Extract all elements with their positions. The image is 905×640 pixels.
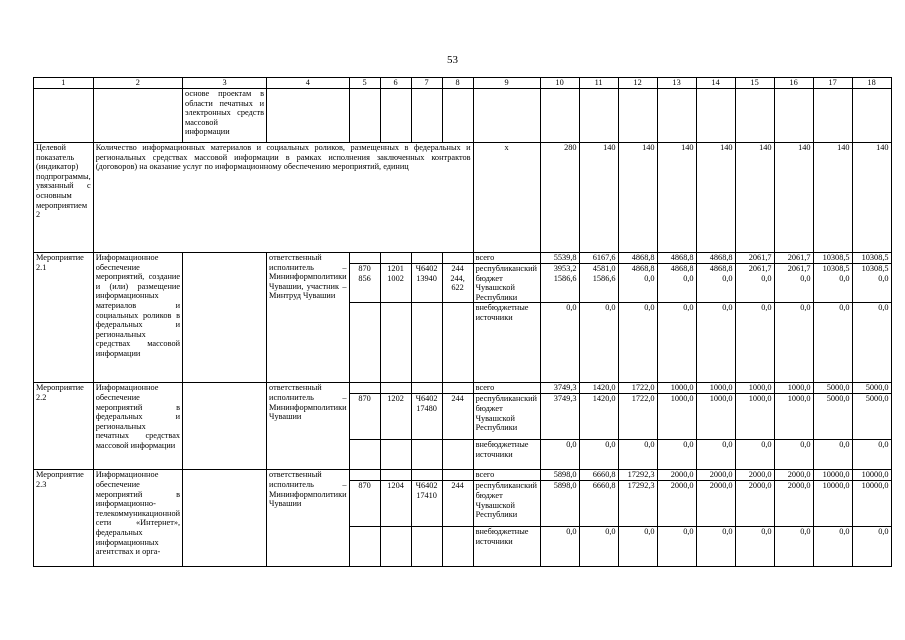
table-cell [349,470,380,481]
target-label: Целевой показатель (индикатор) подпрограммы, увязанный с основным мероприятием 2 [34,143,94,253]
header-cell: 6 [380,78,411,89]
header-cell: 1 [34,78,94,89]
funding-source: внебюджетные источники [473,303,540,383]
funding-value: 6660,8 [579,481,618,527]
table-cell [442,440,473,470]
funding-value: 1000,0 [774,383,813,394]
header-cell: 2 [93,78,182,89]
funding-value: 2000,0 [657,481,696,527]
header-cell: 9 [473,78,540,89]
table-cell [380,440,411,470]
table-cell [349,303,380,383]
target-value: 140 [774,143,813,253]
table-cell [696,89,735,143]
funding-value: 1000,0 [735,394,774,440]
funding-value: 3953,2 1586,6 [540,264,579,303]
funding-value: 2000,0 [735,470,774,481]
table-cell [852,89,891,143]
target-value: 140 [735,143,774,253]
funding-value: 2061,7 [735,253,774,264]
table-cell [411,253,442,264]
funding-value: 2061,7 0,0 [735,264,774,303]
funding-value: 4581,0 1586,6 [579,264,618,303]
funding-value: 5000,0 [813,383,852,394]
table-cell [380,527,411,567]
table-cell [813,89,852,143]
code-ministry: 870 [349,481,380,527]
funding-value: 5000,0 [813,394,852,440]
funding-value: 5898,0 [540,481,579,527]
header-cell: 16 [774,78,813,89]
funding-value: 5000,0 [852,383,891,394]
target-value: 140 [852,143,891,253]
funding-value: 0,0 [696,527,735,567]
funding-value: 5898,0 [540,470,579,481]
table-cell [442,89,473,143]
measure-executor: ответственный исполнитель – Мининформполитики Чувашии [267,383,350,470]
table-cell [349,527,380,567]
funding-value: 1000,0 [696,383,735,394]
code-expense-type: 244 244, 622 [442,264,473,303]
funding-value: 2000,0 [696,470,735,481]
funding-source: внебюджетные источники [473,440,540,470]
header-cell: 18 [852,78,891,89]
funding-value: 0,0 [813,303,852,383]
funding-value: 1000,0 [696,394,735,440]
funding-value: 3749,3 [540,383,579,394]
funding-value: 2061,7 0,0 [774,264,813,303]
header-cell: 5 [349,78,380,89]
funding-value: 0,0 [813,440,852,470]
funding-source: всего [473,253,540,264]
measure-description: Информационное обеспечение мероприятий, создание и (или) размещение информационных материалов и социальных роликов в федеральных и региональных средствах массовой информации [93,253,182,383]
funding-source: республиканский бюджет Чувашской Республики [473,264,540,303]
table-cell [183,253,267,383]
funding-value: 0,0 [852,527,891,567]
funding-value: 0,0 [852,440,891,470]
table-cell [411,383,442,394]
table-cell [93,89,182,143]
table-cell [579,89,618,143]
header-cell: 15 [735,78,774,89]
table-cell [380,253,411,264]
funding-value: 6167,6 [579,253,618,264]
continued-description: основе проектам в области печатных и электронных средств массовой информации [183,89,267,143]
funding-value: 4868,8 0,0 [618,264,657,303]
table-cell [183,383,267,470]
funding-value: 10000,0 [813,470,852,481]
funding-source: республиканский бюджет Чувашской Республики [473,481,540,527]
code-target: Ч6402 13940 [411,264,442,303]
header-cell: 4 [267,78,350,89]
table-cell [411,470,442,481]
table-cell [349,440,380,470]
funding-value: 0,0 [618,440,657,470]
funding-value: 1000,0 [735,383,774,394]
measure-description: Информационное обеспечение мероприятий в федеральных и региональных печатных средствах массовой информации [93,383,182,470]
table-cell [442,303,473,383]
funding-value: 0,0 [618,303,657,383]
page-number: 53 [447,54,458,66]
measure-executor: ответственный исполнитель – Мининформполитики Чувашии [267,470,350,567]
code-section: 1202 [380,394,411,440]
table-cell [618,89,657,143]
funding-value: 4868,8 [657,253,696,264]
code-expense-type: 244 [442,394,473,440]
table-cell [411,89,442,143]
table-cell [380,383,411,394]
funding-value: 4868,8 [618,253,657,264]
funding-value: 0,0 [774,303,813,383]
table-cell [774,89,813,143]
measure-name: Мероприятие 2.1 [34,253,94,383]
funding-value: 3749,3 [540,394,579,440]
funding-value: 1000,0 [774,394,813,440]
funding-value: 0,0 [540,303,579,383]
target-value: 140 [579,143,618,253]
funding-value: 2061,7 [774,253,813,264]
funding-value: 0,0 [540,440,579,470]
funding-value: 1722,0 [618,394,657,440]
measure-name: Мероприятие 2.3 [34,470,94,567]
funding-value: 17292,3 [618,470,657,481]
funding-value: 1000,0 [657,383,696,394]
funding-value: 0,0 [657,527,696,567]
code-ministry: 870 [349,394,380,440]
funding-value: 0,0 [735,527,774,567]
funding-value: 4868,8 [696,253,735,264]
funding-value: 2000,0 [657,470,696,481]
funding-value: 0,0 [579,527,618,567]
target-value: 140 [657,143,696,253]
funding-value: 17292,3 [618,481,657,527]
funding-value: 1420,0 [579,383,618,394]
header-cell: 13 [657,78,696,89]
funding-value: 6660,8 [579,470,618,481]
code-ministry: 870 856 [349,264,380,303]
funding-value: 0,0 [696,440,735,470]
table-cell [657,89,696,143]
funding-value: 0,0 [657,440,696,470]
funding-value: 0,0 [852,303,891,383]
target-value: 140 [618,143,657,253]
target-text: Количество информационных материалов и социальных роликов, размещенных в федеральных и региональных средствах массовой информации в рамках исполнения заключенных контрактов (договоров) на оказание услуг по информационному обеспечению мероприятий, единиц [93,143,473,253]
funding-value: 10000,0 [852,470,891,481]
funding-value: 0,0 [618,527,657,567]
funding-value: 0,0 [696,303,735,383]
funding-value: 10308,5 0,0 [852,264,891,303]
header-cell: 12 [618,78,657,89]
funding-value: 10308,5 [852,253,891,264]
funding-value: 4868,8 0,0 [657,264,696,303]
table-cell [349,383,380,394]
code-section: 1201 1002 [380,264,411,303]
table-cell [735,89,774,143]
funding-value: 0,0 [813,527,852,567]
measure-description: Информационное обеспечение мероприятий в информационно-телекоммуникационной сети «Интернет», федеральных информационных агентствах и орга- [93,470,182,567]
target-value: 140 [696,143,735,253]
header-cell: 8 [442,78,473,89]
code-target: Ч6402 17480 [411,394,442,440]
header-row [34,78,892,89]
table-cell [183,470,267,567]
funding-value: 1722,0 [618,383,657,394]
funding-value: 2000,0 [735,481,774,527]
funding-source: внебюджетные источники [473,527,540,567]
table-cell [34,89,94,143]
funding-value: 4868,8 0,0 [696,264,735,303]
funding-value: 10000,0 [852,481,891,527]
table-cell [349,89,380,143]
continuation-row [34,89,892,143]
funding-value: 0,0 [579,440,618,470]
funding-value: 0,0 [540,527,579,567]
table-cell [380,89,411,143]
table-cell [442,470,473,481]
header-cell: 11 [579,78,618,89]
table-cell [442,527,473,567]
table-cell [411,440,442,470]
target-indicator-row [34,143,892,253]
funding-value: 2000,0 [696,481,735,527]
header-cell: 3 [183,78,267,89]
target-value: 280 [540,143,579,253]
table-cell [442,253,473,264]
funding-value: 5000,0 [852,394,891,440]
funding-value: 0,0 [579,303,618,383]
code-target: Ч6402 17410 [411,481,442,527]
measure-row [34,383,892,394]
funding-value: 2000,0 [774,481,813,527]
header-cell: 7 [411,78,442,89]
funding-value: 5539,8 [540,253,579,264]
program-table [33,77,892,567]
measure-row [34,470,892,481]
funding-source: всего [473,383,540,394]
target-col9: х [473,143,540,253]
table-cell [442,383,473,394]
funding-value: 0,0 [774,440,813,470]
table-cell [267,89,350,143]
funding-source: всего [473,470,540,481]
table-cell [540,89,579,143]
measure-executor: ответственный исполнитель – Мининформполитики Чувашии, участник – Минтруд Чувашии [267,253,350,383]
table-cell [380,303,411,383]
table-cell [411,527,442,567]
funding-value: 0,0 [657,303,696,383]
header-cell: 14 [696,78,735,89]
funding-value: 2000,0 [774,470,813,481]
table-cell [349,253,380,264]
code-expense-type: 244 [442,481,473,527]
table-cell [380,470,411,481]
target-value: 140 [813,143,852,253]
header-cell: 17 [813,78,852,89]
table-cell [473,89,540,143]
funding-value: 10308,5 [813,253,852,264]
funding-value: 10000,0 [813,481,852,527]
funding-value: 1000,0 [657,394,696,440]
measure-name: Мероприятие 2.2 [34,383,94,470]
funding-value: 0,0 [735,303,774,383]
funding-value: 0,0 [735,440,774,470]
funding-source: республиканский бюджет Чувашской Республики [473,394,540,440]
table-cell [411,303,442,383]
code-section: 1204 [380,481,411,527]
funding-value: 1420,0 [579,394,618,440]
funding-value: 0,0 [774,527,813,567]
funding-value: 10308,5 0,0 [813,264,852,303]
header-cell: 10 [540,78,579,89]
measure-row [34,253,892,264]
